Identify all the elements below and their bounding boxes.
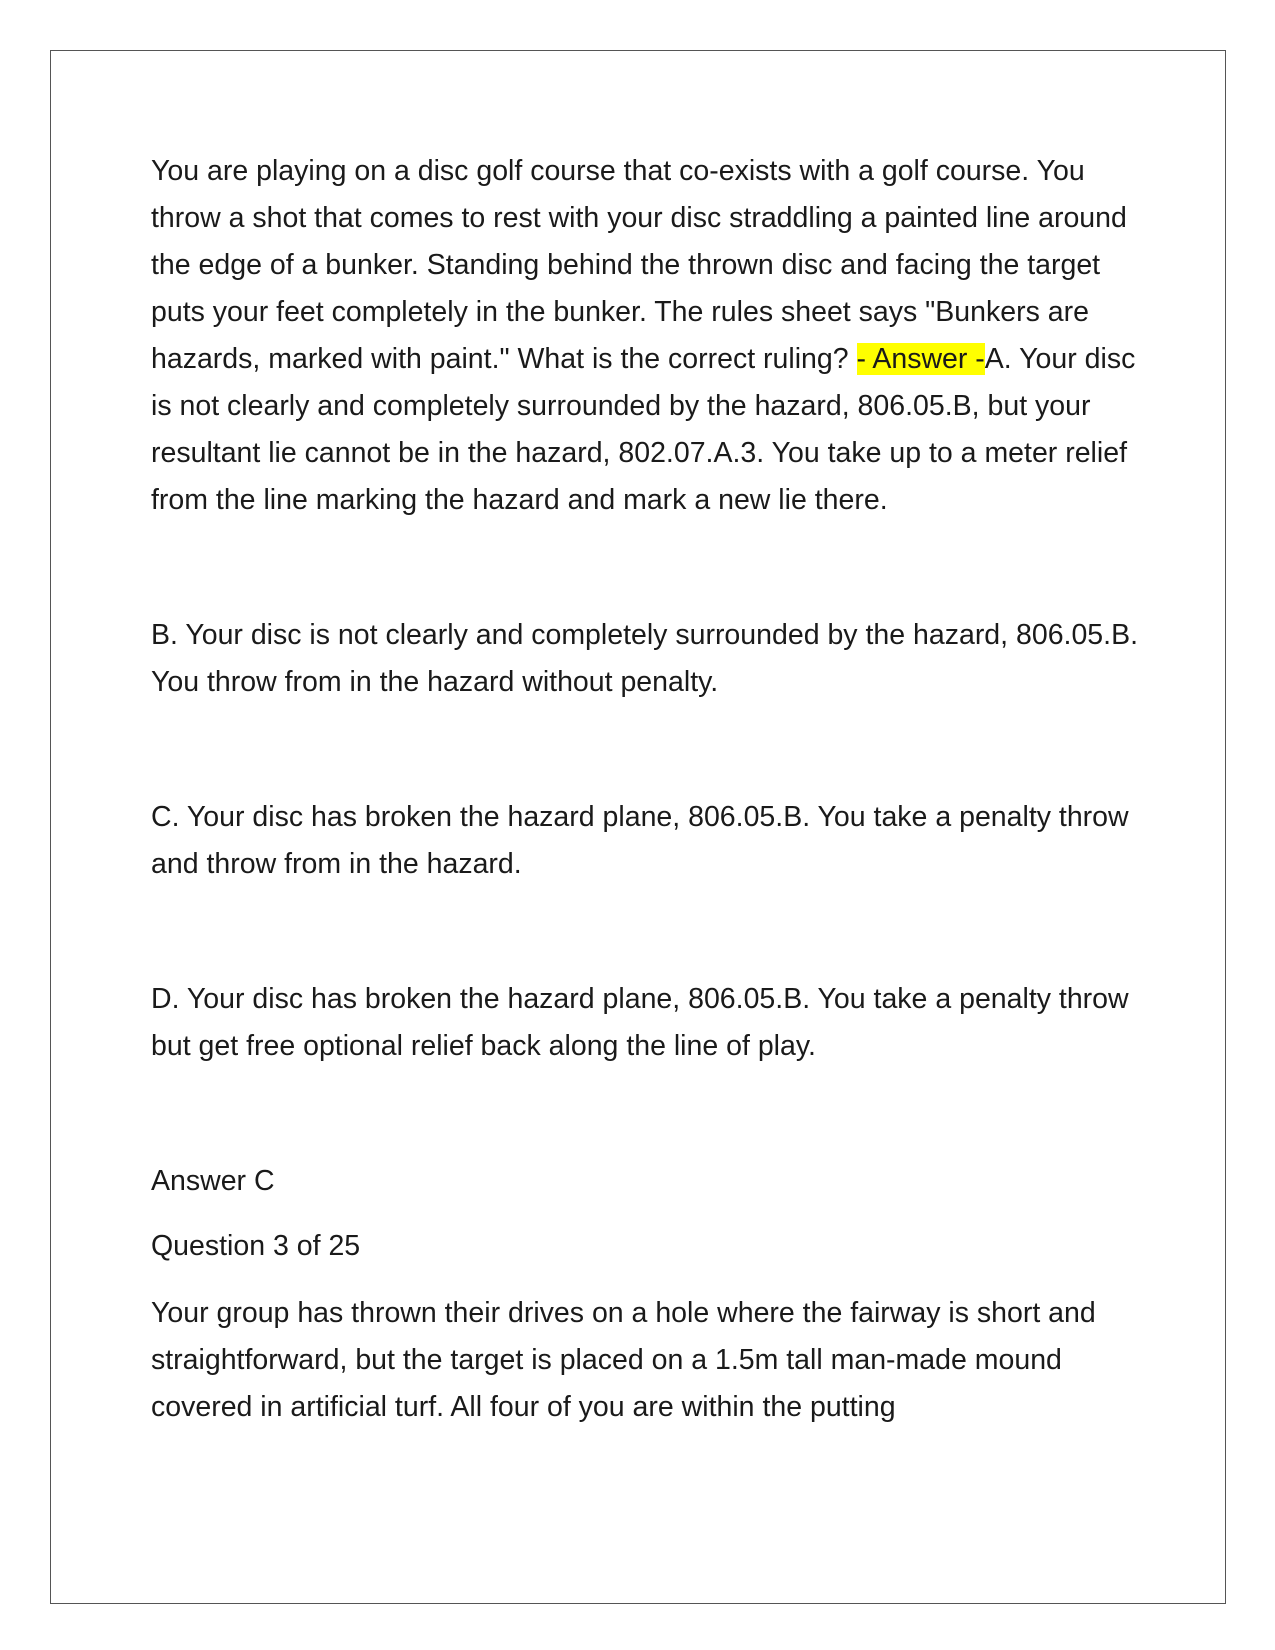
option-c: C. Your disc has broken the hazard plane, 806.05.B. You take a penalty throw and throw from in the hazard. (151, 801, 1129, 880)
next-question-prompt: Your group has thrown their drives on a hole where the fairway is short and straightforward, but the target is placed on a 1.5m tall man-made mound covered in artificial turf. All four of you are within the putting (151, 1297, 1096, 1423)
question-paragraph (151, 148, 1141, 524)
question-counter: Question 3 of 25 (151, 1230, 361, 1262)
document-body (151, 148, 1141, 1431)
option-a: A. Your disc is not clearly and completely surrounded by the hazard, 806.05.B, but your resultant lie cannot be in the hazard, 802.07.A.3. You take up to a meter relief from the line marking the hazard and mark a new lie there. (151, 343, 1136, 516)
question-prompt: You are playing on a disc golf course that co-exists with a golf course. You throw a shot that comes to rest with your disc straddling a painted line around the edge of a bunker. Standing behind the thrown disc and facing the target puts your feet completely in the bunker. The rules sheet says "Bunkers are hazards, marked with paint." What is the correct ruling? (151, 155, 1127, 375)
answer-line: Answer C (151, 1165, 275, 1197)
option-b: B. Your disc is not clearly and completely surrounded by the hazard, 806.05.B. You throw from in the hazard without penalty. (151, 619, 1139, 698)
option-d: D. Your disc has broken the hazard plane, 806.05.B. You take a penalty throw but get free optional relief back along the line of play. (151, 983, 1129, 1062)
answer-marker-highlight: - Answer - (856, 343, 985, 375)
